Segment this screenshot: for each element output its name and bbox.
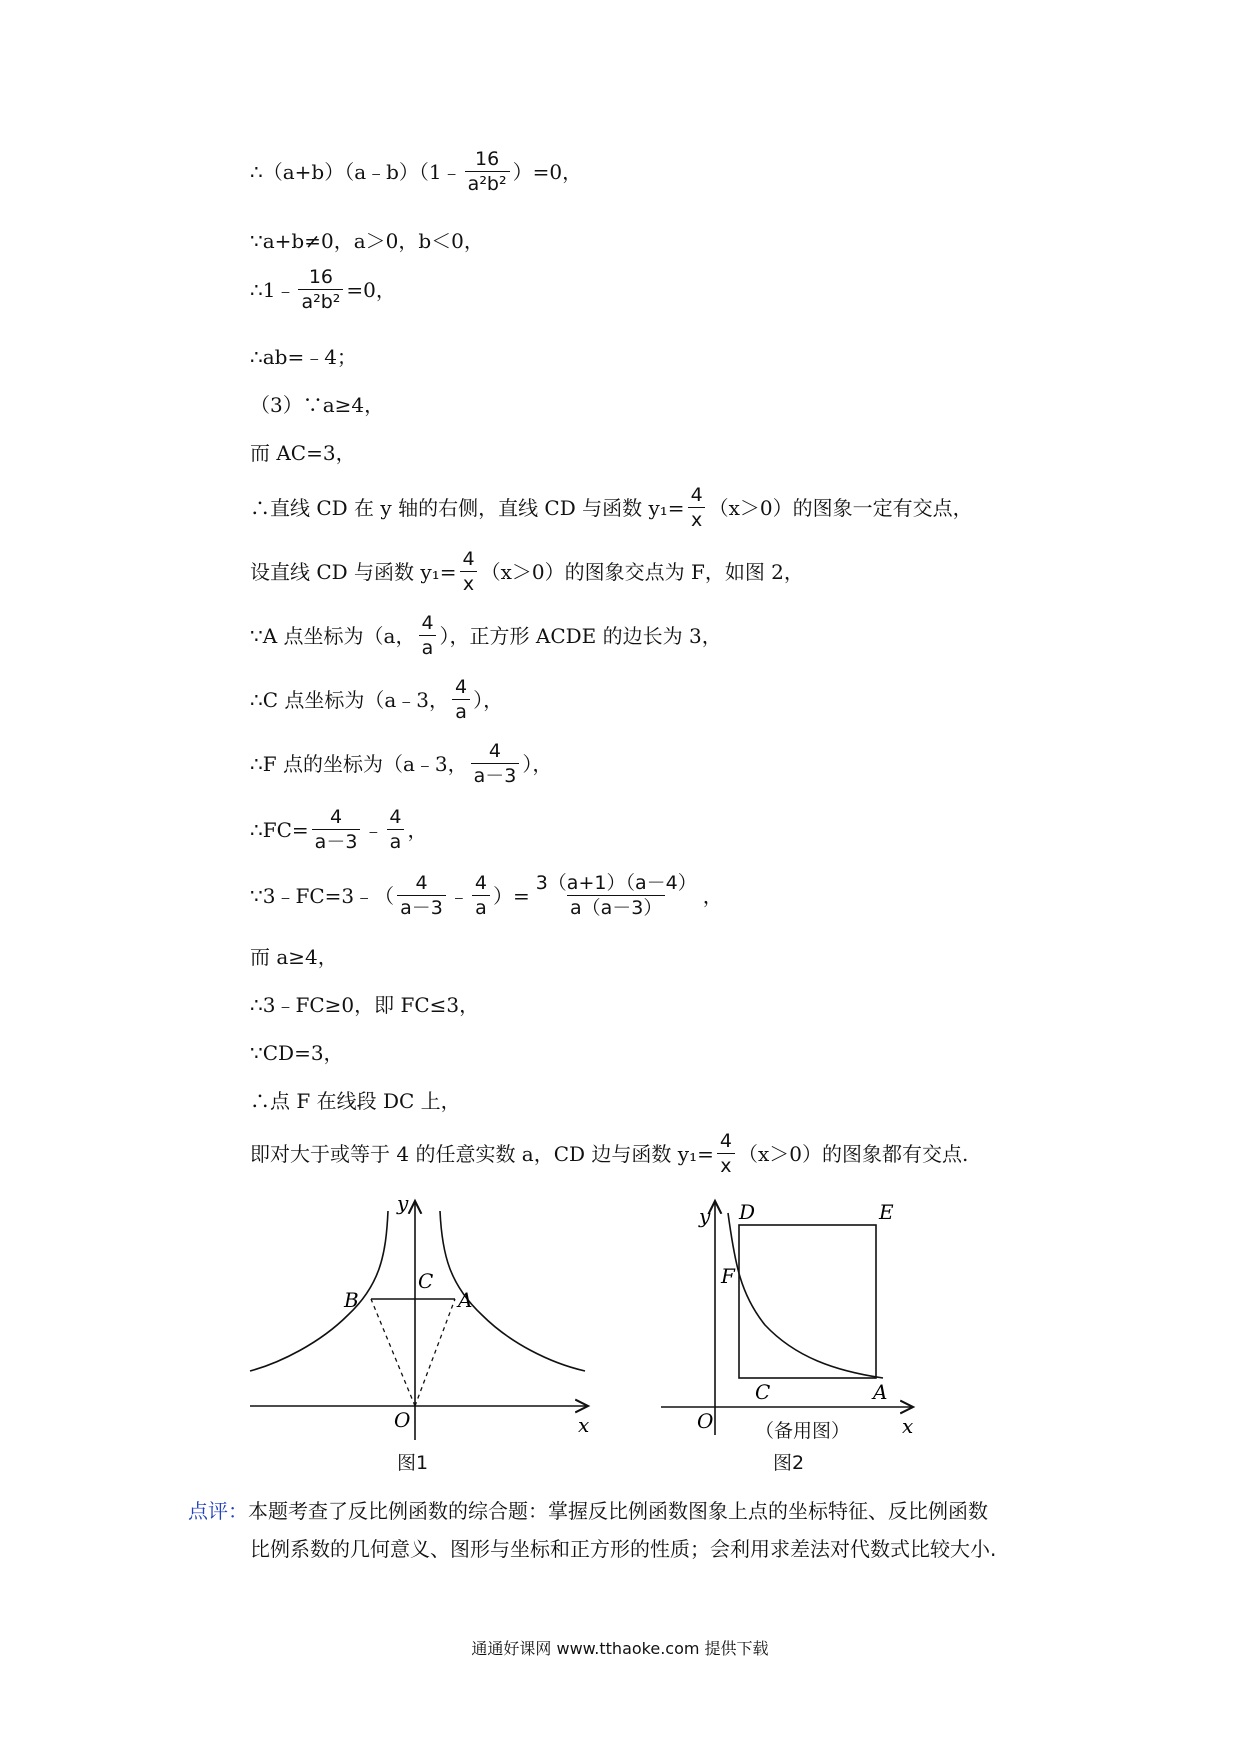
fraction-denominator: x <box>717 1153 734 1177</box>
text-segment: ∴3﹣FC≥0，即 FC≤3， <box>250 993 480 1017</box>
fraction-denominator: x <box>460 571 477 595</box>
text-segment: ∵a+b≠0，a＞0，b＜0， <box>250 229 484 253</box>
solution-line-10 <box>250 676 503 723</box>
text-segment: ∴（a+b）（a﹣b）（1﹣ <box>250 159 462 184</box>
comment-line-1: 本题考查了反比例函数的综合题：掌握反比例函数图象上点的坐标特征、反比例函数 <box>248 1499 988 1523</box>
text-segment: 即对大于或等于 4 的任意实数 a，CD 边与函数 y₁= <box>250 1141 714 1166</box>
solution-line-4 <box>250 344 357 370</box>
text-segment: ∵3﹣FC=3﹣（ <box>250 883 395 908</box>
fraction <box>418 612 436 659</box>
text-segment: 而 a≥4， <box>250 945 338 969</box>
text-segment: ）， <box>473 687 504 712</box>
figure-1-caption: 图1 <box>397 1452 429 1474</box>
solution-line-12 <box>250 806 428 853</box>
text-segment: =0， <box>346 277 396 302</box>
fraction-denominator: a（a－3） <box>567 895 665 919</box>
solution-line-16 <box>250 1040 344 1066</box>
left-hyperbola-branch <box>250 1211 388 1371</box>
text-segment: ∴C 点坐标为（a﹣3， <box>250 687 450 712</box>
comment-label: 点评： <box>188 1499 248 1523</box>
text-segment: （x＞0）的图象一定有交点， <box>708 495 973 520</box>
solution-line-9 <box>250 612 722 659</box>
text-segment: （x＞0）的图象都有交点. <box>737 1141 969 1166</box>
figure-1 <box>240 1195 600 1445</box>
fraction-numerator: 4 <box>462 548 475 570</box>
x-axis-label: x <box>902 1414 914 1438</box>
text-segment: ﹣ <box>363 817 384 842</box>
point-c-label: C <box>755 1380 771 1404</box>
fraction-numerator: 4 <box>329 806 343 828</box>
fraction <box>533 872 700 919</box>
point-f-label: F <box>721 1264 735 1288</box>
text-segment: ∵CD=3， <box>250 1041 344 1065</box>
fraction-numerator: 4 <box>389 806 402 828</box>
fraction-numerator: 16 <box>475 148 500 170</box>
text-segment: （x＞0）的图象交点为 F，如图 2， <box>480 559 804 584</box>
y-axis-label: y <box>699 1204 711 1228</box>
hyperbola-branch <box>728 1213 883 1378</box>
solution-line-3 <box>250 266 396 313</box>
fraction <box>688 484 706 531</box>
segment-oa <box>415 1299 455 1406</box>
fraction-denominator: a <box>419 635 437 659</box>
solution-line-15 <box>250 992 479 1018</box>
solution-line-1 <box>250 148 582 195</box>
text-segment: ， <box>702 883 723 908</box>
fraction-numerator: 4 <box>415 872 428 894</box>
solution-line-13 <box>250 872 723 919</box>
fraction-numerator: 3（a+1）（a－4） <box>535 872 697 894</box>
fraction <box>312 806 361 853</box>
fraction-denominator: a－3 <box>397 895 446 919</box>
fraction-numerator: 4 <box>719 1130 732 1152</box>
text-segment: ∴点 F 在线段 DC 上， <box>250 1089 461 1113</box>
text-segment: ∴ab=﹣4； <box>250 345 357 369</box>
text-segment: ∴1﹣ <box>250 277 296 302</box>
comment-line-2: 比例系数的几何意义、图形与坐标和正方形的性质；会利用求差法对代数式比较大小. <box>250 1537 997 1561</box>
figure-2-subcaption: （备用图） <box>755 1420 851 1442</box>
point-d-label: D <box>739 1200 756 1224</box>
fraction-numerator: 4 <box>474 872 487 894</box>
fraction-numerator: 16 <box>308 266 334 288</box>
fraction-numerator: 4 <box>488 740 502 762</box>
point-a-label: A <box>873 1380 888 1404</box>
fraction <box>397 872 446 919</box>
point-e-label: E <box>879 1200 894 1224</box>
origin-label: O <box>394 1408 411 1432</box>
text-segment: 设直线 CD 与函数 y₁= <box>250 559 457 584</box>
solution-line-7 <box>250 484 973 531</box>
fraction-denominator: a²b² <box>298 289 343 313</box>
text-segment: ）， <box>522 751 553 776</box>
fraction <box>717 1130 735 1177</box>
text-segment: ∴FC= <box>250 817 309 842</box>
segment-ob <box>371 1299 415 1406</box>
text-segment: ∴直线 CD 在 y 轴的右侧，直线 CD 与函数 y₁= <box>250 495 685 520</box>
square-acde <box>739 1225 876 1378</box>
figure-2-caption: 图2 <box>773 1452 805 1474</box>
text-segment: ），正方形 ACDE 的边长为 3， <box>439 623 722 648</box>
fraction <box>298 266 343 313</box>
fraction-denominator: a <box>472 895 490 919</box>
fraction-numerator: 4 <box>455 676 468 698</box>
solution-line-11 <box>250 740 552 787</box>
fraction <box>472 872 490 919</box>
text-segment: ﹣ <box>448 883 469 908</box>
solution-line-5 <box>250 392 384 418</box>
point-a-label: A <box>458 1288 473 1312</box>
comment-block <box>188 1492 1088 1568</box>
fraction <box>386 806 404 853</box>
fraction-numerator: 4 <box>690 484 703 506</box>
fraction-denominator: a－3 <box>471 763 520 787</box>
fraction <box>471 740 520 787</box>
origin-label: O <box>697 1409 714 1433</box>
solution-line-14 <box>250 944 338 970</box>
solution-line-18 <box>250 1130 968 1177</box>
figure-2 <box>655 1195 925 1445</box>
text-segment: ）= <box>492 883 530 908</box>
solution-line-2 <box>250 228 484 254</box>
solution-line-17 <box>250 1088 461 1114</box>
page-footer: 通通好课网 www.tthaoke.com 提供下载 <box>471 1639 769 1658</box>
text-segment: 而 AC=3， <box>250 441 356 465</box>
text-segment: ∵A 点坐标为（a， <box>250 623 416 648</box>
x-axis-label: x <box>578 1413 590 1437</box>
figure-2-graph <box>655 1195 925 1445</box>
text-segment: ）=0， <box>512 159 583 184</box>
fraction-denominator: a－3 <box>312 829 361 853</box>
text-segment: （3）∵a≥4， <box>250 393 385 417</box>
text-segment: ∴F 点的坐标为（a﹣3， <box>250 751 468 776</box>
fraction <box>452 676 470 723</box>
point-c-label: C <box>418 1269 434 1293</box>
fraction-denominator: a²b² <box>465 171 510 195</box>
solution-line-6 <box>250 440 356 466</box>
figure-1-graph <box>240 1195 600 1445</box>
fraction <box>465 148 510 195</box>
y-axis-label: y <box>397 1195 409 1215</box>
point-b-label: B <box>344 1288 359 1312</box>
fraction-denominator: a <box>387 829 405 853</box>
fraction-denominator: a <box>452 699 470 723</box>
fraction-denominator: x <box>688 507 705 531</box>
solution-line-8 <box>250 548 804 595</box>
fraction-numerator: 4 <box>421 612 434 634</box>
fraction <box>459 548 477 595</box>
text-segment: ， <box>407 817 428 842</box>
